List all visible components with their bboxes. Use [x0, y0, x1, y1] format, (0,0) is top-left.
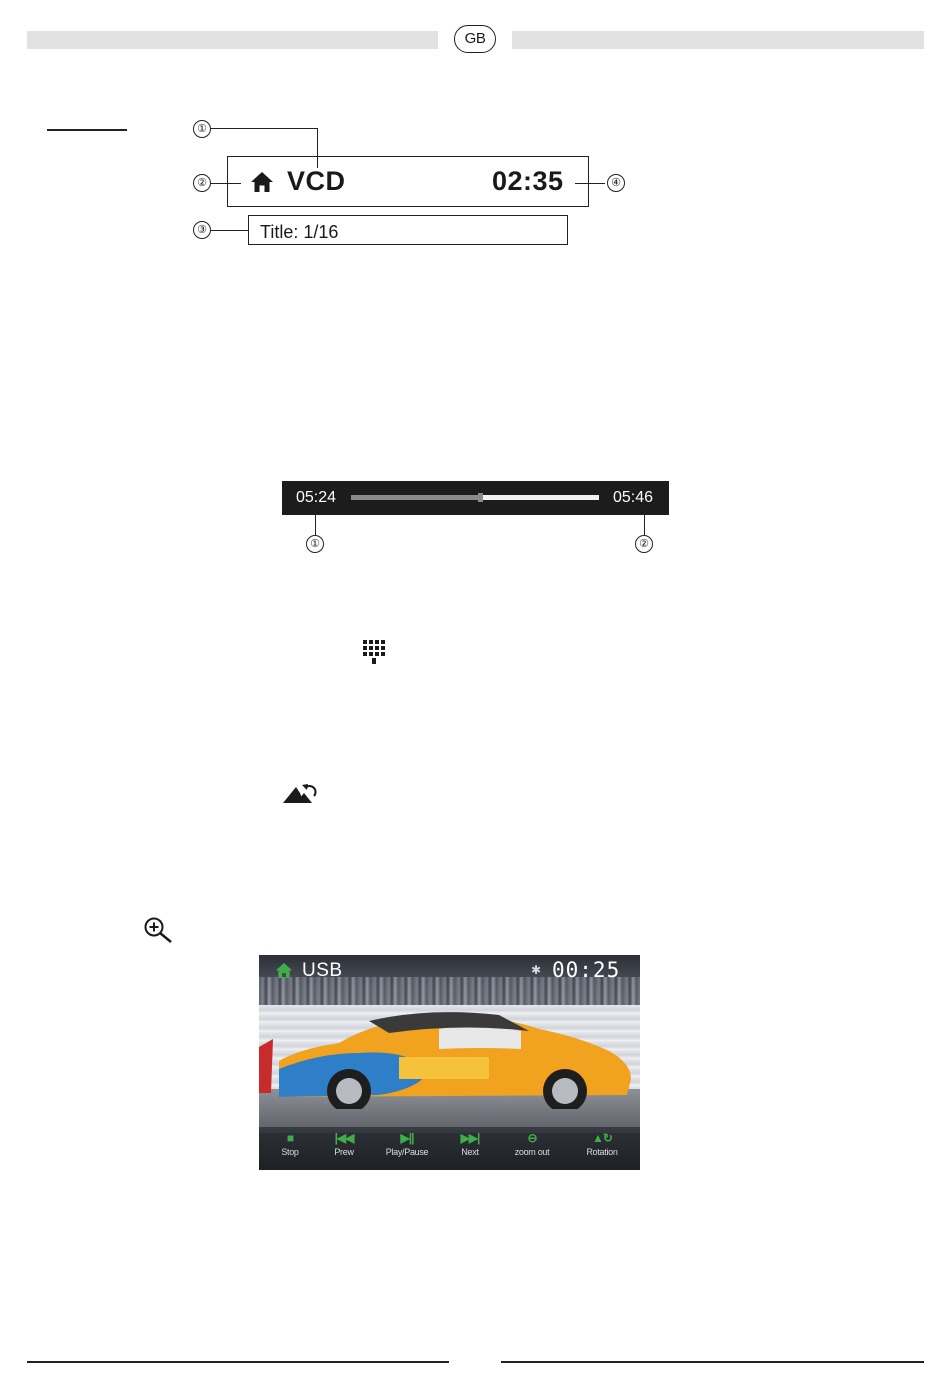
playback-time: 02:35: [492, 166, 564, 196]
progress-track[interactable]: [351, 495, 599, 500]
screen-mode-label: USB: [302, 960, 343, 981]
zoom-in-icon: [143, 916, 173, 944]
progress-callout-1-line: [315, 509, 316, 535]
callout-2-line: [211, 183, 241, 184]
section-rule: [47, 129, 127, 131]
home-icon: [250, 171, 274, 193]
elapsed-time: 05:24: [296, 489, 337, 506]
mode-label: VCD: [287, 166, 346, 196]
progress-callout-2: ②: [635, 535, 653, 553]
next-button[interactable]: ▶▶| Next: [440, 1131, 500, 1157]
stop-button[interactable]: ■ Stop: [260, 1131, 320, 1157]
bluetooth-icon: ✱: [531, 963, 542, 977]
header-band-right: [512, 31, 924, 49]
next-icon: ▶▶|: [460, 1131, 480, 1145]
previous-icon: |◀◀: [334, 1131, 354, 1145]
progress-handle[interactable]: [478, 493, 483, 502]
rotation-icon: [282, 782, 320, 804]
callout-4-line: [575, 183, 605, 184]
rotation-icon: ▲↻: [592, 1131, 612, 1145]
callout-2: ②: [193, 174, 211, 192]
footer-rule-right: [501, 1361, 924, 1363]
header-band-left: [27, 31, 438, 49]
keypad-icon: [363, 640, 385, 665]
footer-rule-left: [27, 1361, 449, 1363]
callout-3: ③: [193, 221, 211, 239]
race-car-image: [259, 1009, 640, 1109]
home-icon[interactable]: [275, 962, 293, 979]
callout-1: ①: [193, 120, 211, 138]
zoom-out-button[interactable]: ⊖ zoom out: [502, 1131, 562, 1157]
callout-4: ④: [607, 174, 625, 192]
play-pause-icon: ▶||: [400, 1131, 414, 1145]
rotation-button[interactable]: ▲↻ Rotation: [572, 1131, 632, 1157]
previous-button[interactable]: |◀◀ Prew: [314, 1131, 374, 1157]
callout-3-line: [211, 230, 248, 231]
play-pause-button[interactable]: ▶|| Play/Pause: [377, 1131, 437, 1157]
callout-1-line: [211, 128, 317, 129]
screen-time: 00:25: [552, 958, 621, 982]
usb-playback-screenshot: [259, 955, 640, 1170]
stop-icon: ■: [286, 1131, 294, 1145]
progress-callout-1: ①: [306, 535, 324, 553]
language-badge: GB: [454, 25, 496, 53]
total-time: 05:46: [613, 489, 654, 506]
zoom-out-icon: ⊖: [527, 1131, 537, 1145]
progress-fill: [351, 495, 480, 500]
progress-callout-2-line: [644, 509, 645, 535]
title-info: Title: 1/16: [260, 222, 339, 242]
